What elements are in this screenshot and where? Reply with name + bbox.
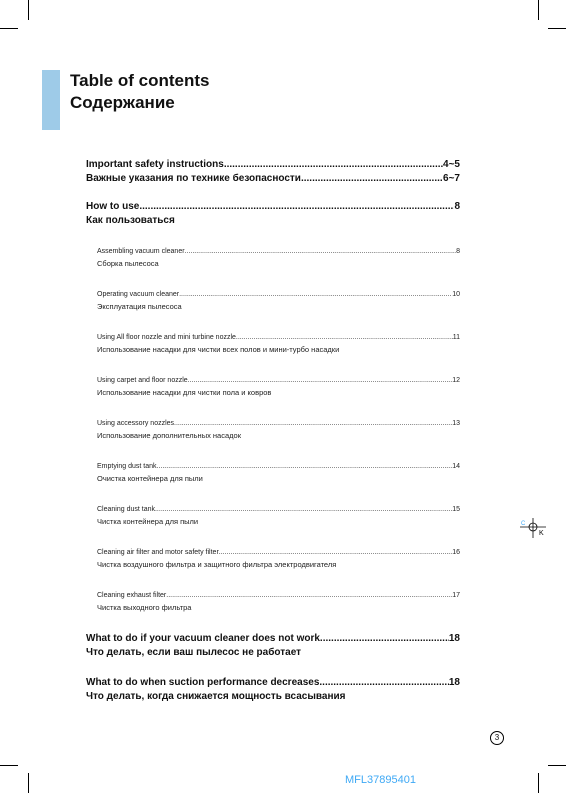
toc-page: 18: [448, 633, 460, 644]
toc-title-ru: Как пользоваться: [86, 215, 175, 226]
toc-title-ru: Что делать, когда снижается мощность всасывания: [86, 691, 346, 702]
toc-row: [86, 158, 460, 172]
toc-entry: [86, 158, 460, 186]
toc-leader: [155, 504, 452, 516]
toc-title-ru: Чистка выходного фильтра: [97, 603, 192, 612]
toc-title-en: Operating vacuum cleaner: [97, 291, 180, 298]
registration-mark-letter-c: C: [521, 521, 526, 527]
toc-entry: [86, 504, 460, 528]
toc-leader: [174, 418, 452, 430]
page-title-ru: Содержание: [70, 93, 175, 112]
toc-row: [86, 676, 460, 690]
crop-mark: [538, 773, 539, 793]
table-of-contents: [86, 158, 460, 704]
toc-title-ru: Очистка контейнера для пыли: [97, 474, 203, 483]
toc-leader: [157, 461, 453, 473]
crop-mark: [0, 28, 18, 29]
toc-leader: [139, 200, 454, 214]
toc-leader: [179, 289, 452, 301]
toc-title-en: Using carpet and floor nozzle: [97, 377, 188, 384]
toc-title-en: Cleaning exhaust filter: [97, 592, 167, 599]
crop-mark: [28, 773, 29, 793]
toc-entry: [86, 332, 460, 356]
toc-title-en: What to do when suction performance decreases: [86, 677, 320, 688]
toc-leader: [219, 547, 452, 559]
accent-bar: [42, 70, 60, 130]
toc-title-ru: Что делать, если ваш пылесос не работает: [86, 647, 302, 658]
toc-entry: [86, 632, 460, 660]
toc-title-en: Assembling vacuum cleaner: [97, 248, 185, 255]
toc-row: [97, 246, 460, 258]
toc-row: [86, 632, 460, 646]
toc-page: 8: [456, 248, 460, 255]
crop-mark: [548, 28, 566, 29]
toc-row: [97, 332, 460, 344]
toc-row-ru: [86, 172, 460, 186]
crop-mark: [28, 0, 29, 20]
toc-page: 11: [452, 334, 460, 341]
title-block: [70, 70, 209, 114]
toc-title-en: Cleaning air filter and motor safety filter: [97, 549, 219, 556]
toc-entry: [86, 289, 460, 313]
toc-title-ru: Использование насадки для чистки пола и ковров: [97, 388, 272, 397]
model-code: MFL37895401: [345, 774, 416, 786]
page-number: 3: [490, 731, 504, 745]
toc-row: [97, 289, 460, 301]
toc-title-ru: Сборка пылесоса: [97, 259, 159, 268]
toc-title-ru: Чистка воздушного фильтра и защитного фильтра электродвигателя: [97, 560, 337, 569]
toc-title-ru: Важные указания по технике безопасности: [86, 173, 301, 184]
toc-title-en: Important safety instructions: [86, 159, 224, 170]
toc-page: 18: [448, 677, 460, 688]
toc-page: 12: [452, 377, 460, 384]
toc-row: [97, 547, 460, 559]
toc-row: [86, 200, 460, 214]
toc-entry: [86, 590, 460, 614]
toc-title-en: What to do if your vacuum cleaner does not work: [86, 633, 320, 644]
toc-page: 15: [452, 506, 460, 513]
toc-entry: [86, 461, 460, 485]
toc-leader: [319, 676, 448, 690]
toc-page: 17: [452, 592, 460, 599]
registration-mark-icon: [518, 518, 548, 540]
toc-page: 14: [452, 463, 460, 470]
crop-mark: [548, 765, 566, 766]
toc-leader: [185, 246, 457, 258]
toc-row: [97, 590, 460, 602]
toc-leader: [301, 172, 443, 186]
toc-page: 4~5: [443, 159, 460, 170]
toc-row: [97, 461, 460, 473]
toc-page: 8: [454, 201, 460, 212]
toc-page-ru: 6~7: [443, 173, 460, 184]
toc-entry: [86, 547, 460, 571]
toc-title-en: Using All floor nozzle and mini turbine nozzle: [97, 334, 236, 341]
toc-leader: [166, 590, 452, 602]
toc-title-en: Using accessory nozzles: [97, 420, 175, 427]
toc-title-ru: Использование дополнительных насадок: [97, 431, 241, 440]
toc-title-ru: Использование насадки для чистки всех полов и мини-турбо насадки: [97, 345, 340, 354]
crop-mark: [0, 765, 18, 766]
toc-title-ru: Эксплуатация пылесоса: [97, 302, 182, 311]
toc-row: [97, 375, 460, 387]
toc-leader: [320, 632, 449, 646]
toc-title-en: How to use: [86, 201, 140, 212]
toc-title-en: Emptying dust tank: [97, 463, 157, 470]
page-title-en: Table of contents: [70, 71, 210, 90]
toc-entry: [86, 676, 460, 704]
toc-page: 13: [452, 420, 460, 427]
toc-title-en: Cleaning dust tank: [97, 506, 155, 513]
registration-mark-letter-k: K: [539, 530, 544, 537]
toc-page: 10: [452, 291, 460, 298]
toc-title-ru: Чистка контейнера для пыли: [97, 517, 199, 526]
toc-page: 16: [452, 549, 460, 556]
toc-entry: [86, 246, 460, 270]
toc-leader: [236, 332, 453, 344]
toc-entry: [86, 375, 460, 399]
toc-entry: [86, 418, 460, 442]
toc-row: [97, 504, 460, 516]
toc-leader: [188, 375, 453, 387]
toc-entry: [86, 200, 460, 228]
crop-mark: [538, 0, 539, 20]
toc-leader: [224, 158, 443, 172]
toc-row: [97, 418, 460, 430]
